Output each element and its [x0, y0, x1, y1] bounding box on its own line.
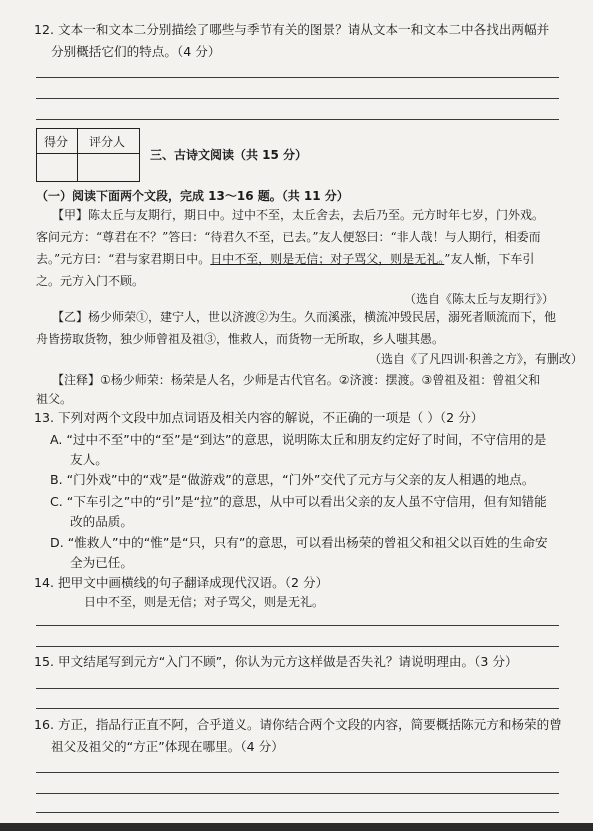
text-a-source: （选自《陈太丘与友期行》） [404, 292, 555, 306]
q13-option-d: D. “惟救人”中的“惟”是“只，只有”的意思，可以看出杨荣的曾祖父和祖父以百姓的生命安 [50, 535, 548, 550]
q13-option-b: B. “门外戏”中的“戏”是“做游戏”的意思，“门外”交代了元方与父亲的友人相遇的地点。 [50, 472, 535, 487]
score-box-divider [36, 153, 139, 154]
score-box-label-grader: 评分人 [89, 135, 126, 149]
part1-title: （一）阅读下面两个文段，完成 13～16 题。（共 11 分） [36, 189, 349, 203]
text-b-line1: 【乙】杨少师荣①，建宁人，世以济渡②为生。久而溪涨，横流冲毁民居，溺死者顺流而下，他 [52, 310, 557, 324]
q16-line2: 祖父及祖父的“方正”体现在哪里。（4 分） [51, 739, 284, 754]
q13-stem: 13. 下列对两个文段中加点词语及相关内容的解说，不正确的一项是（ ）（2 分） [34, 410, 484, 425]
footer-band [0, 823, 593, 831]
underlined-sentence: 日中不至，则是无信；对子骂父，则是无礼。 [210, 252, 445, 266]
answer-line [36, 708, 559, 709]
text-a-line4: 之。元方入门不顾。 [36, 274, 145, 288]
answer-line [36, 812, 559, 813]
q15-stem: 15. 甲文结尾写到元方“入门不顾”，你认为元方这样做是否失礼？请说明理由。（3 分） [34, 654, 518, 669]
text-a-line3-end: ”友人惭，下车引 [444, 252, 535, 266]
text-a-line1: 【甲】陈太丘与友期行，期日中。过中不至，太丘舍去，去后乃至。元方时年七岁，门外戏。 [52, 208, 545, 222]
answer-line [36, 772, 559, 773]
section-title: 三、古诗文阅读（共 15 分） [150, 148, 308, 162]
answer-line [36, 688, 559, 689]
score-box-divider [77, 128, 78, 181]
answer-line [36, 646, 559, 647]
text-a-line3-start: 去。”元方曰：“君与家君期日中。 [36, 252, 211, 266]
q13-option-c: C. “下车引之”中的“引”是“拉”的意思，从中可以看出父亲的友人虽不守信用，但有知错能 [50, 494, 547, 509]
q13-option-a: A. “过中不至”中的“至”是“到达”的意思，说明陈太丘和朋友约定好了时间，不守信用的是 [50, 432, 547, 447]
notes-line2: 祖父。 [36, 392, 73, 406]
score-box-label-score: 得分 [44, 135, 69, 149]
notes-line1: 【注释】①杨少师荣：杨荣是人名，少师是古代官名。②济渡：摆渡。③曾祖及祖：曾祖父和 [52, 373, 541, 387]
q12-line2: 分别概括它们的特点。（4 分） [51, 44, 221, 59]
answer-line [36, 793, 559, 794]
q12-line1: 12. 文本一和文本二分别描绘了哪些与季节有关的图景？请从文本一和文本二中各找出两幅并 [34, 22, 550, 37]
q13-option-c-cont: 改的品质。 [70, 514, 133, 529]
text-a-line3 [36, 250, 534, 268]
text-a-line2: 客问元方：“尊君在不？”答曰：“待君久不至，已去。”友人便怒曰：“非人哉！与人期行，相委而 [36, 230, 541, 244]
text-b-source: （选自《了凡四训·积善之方》，有删改） [369, 352, 583, 366]
q13-option-a-cont: 友人。 [70, 452, 108, 467]
text-b-line2: 舟皆捞取货物，独少师曾祖及祖③，惟救人，而货物一无所取，乡人嗤其愚。 [36, 332, 445, 346]
q13-option-d-cont: 全为已任。 [70, 555, 133, 570]
answer-line [36, 625, 559, 626]
q16-line1: 16. 方正，指品行正直不阿，合乎道义。请你结合两个文段的内容，简要概括陈元方和杨荣的曾 [34, 717, 562, 732]
q14-sentence: 日中不至，则是无信；对子骂父，则是无礼。 [84, 595, 325, 609]
answer-line [36, 77, 559, 78]
answer-line [36, 98, 559, 99]
answer-line [36, 119, 559, 120]
q14-stem: 14. 把甲文中画横线的句子翻译成现代汉语。（2 分） [34, 575, 329, 590]
